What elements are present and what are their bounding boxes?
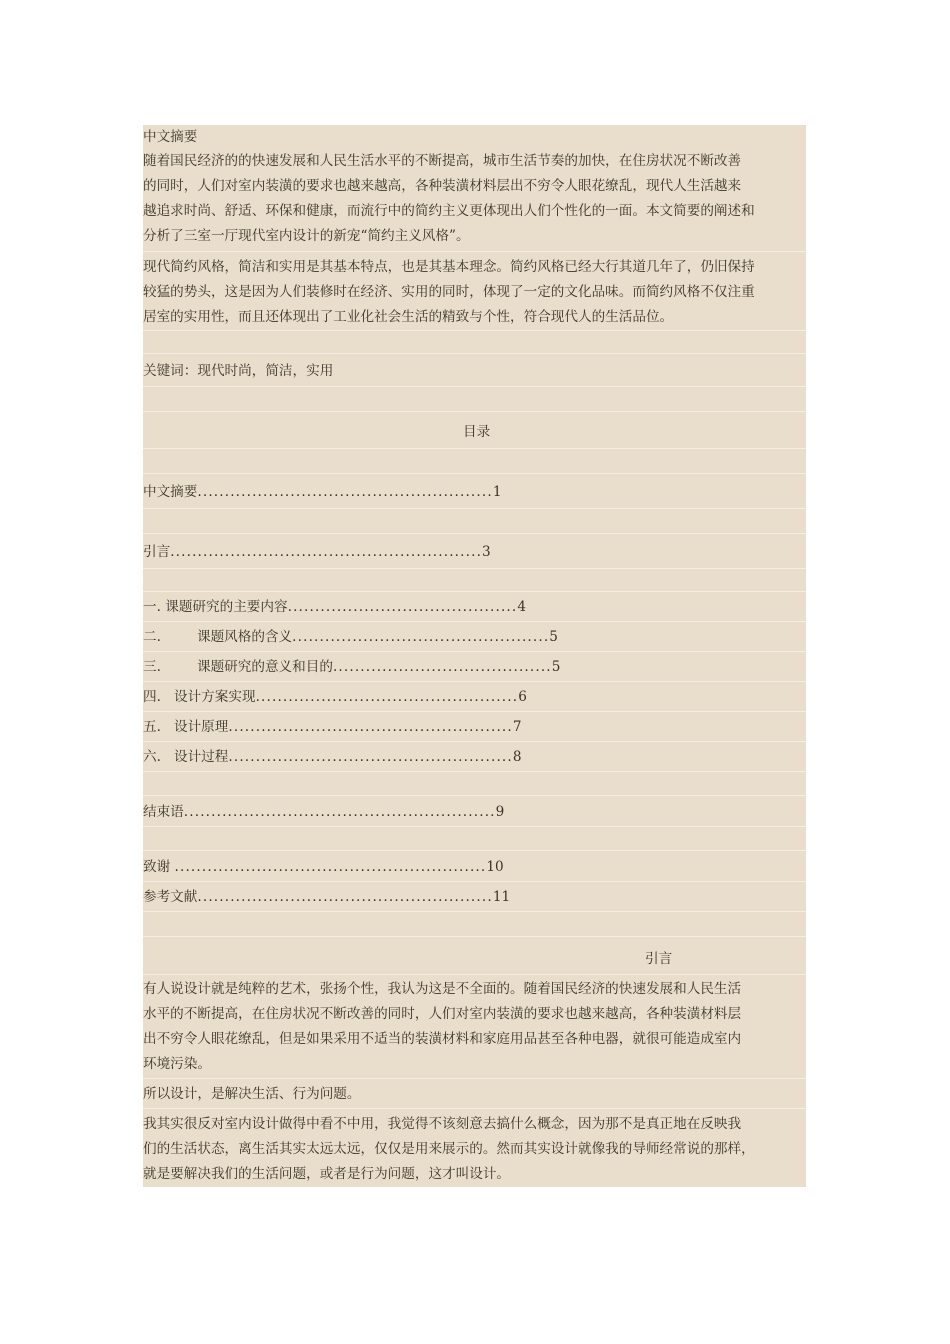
toc-entry[interactable]: [143, 716, 522, 739]
divider: [143, 448, 806, 449]
divider: [143, 591, 806, 592]
toc-page-number: 3: [482, 544, 491, 560]
intro-line: 出不穷令人眼花缭乱，但是如果采用不适当的装潢材料和家庭用品甚至各种电器，就很可能造成室内: [143, 1031, 742, 1047]
toc-page-number: 9: [495, 804, 505, 820]
toc-page-number: 11: [492, 889, 511, 905]
divider: [143, 651, 806, 652]
intro-line: 环境污染。: [143, 1056, 211, 1072]
toc-leader: ......................................................: [197, 484, 493, 500]
divider: [143, 533, 806, 534]
divider: [143, 1078, 806, 1079]
toc-entry-title: 课题研究的意义和目的: [197, 659, 333, 675]
divider: [143, 826, 806, 827]
toc-entry-number: 六.: [143, 749, 161, 765]
divider: [143, 508, 806, 509]
toc-leader: ...............................................: [292, 629, 550, 645]
toc-page-number: 5: [551, 659, 561, 675]
toc-page-number: 1: [492, 484, 502, 500]
toc-leader: .........................................................: [170, 544, 483, 560]
toc-entry[interactable]: [143, 746, 522, 769]
intro-line: 我其实很反对室内设计做得中看不中用，我觉得不该刻意去搞什么概念，因为那不是真正地在反映我: [143, 1116, 742, 1132]
toc-leader: ....................................................: [228, 719, 513, 735]
toc-entry[interactable]: [143, 656, 560, 679]
toc-entry[interactable]: [143, 541, 491, 564]
toc-entry-title: 致谢: [143, 859, 175, 875]
toc-leader: .........................................................: [174, 859, 487, 875]
toc-entry[interactable]: [143, 596, 526, 619]
toc-heading: 目录: [463, 424, 491, 440]
toc-entry[interactable]: [143, 801, 504, 824]
abstract-line: 较猛的势头，这是因为人们装修时在经济、实用的同时，体现了一定的文化品味。而简约风格不仅注重: [143, 284, 755, 300]
divider: [143, 741, 806, 742]
document-page: [143, 125, 806, 1187]
toc-page-number: 4: [517, 599, 527, 615]
abstract-line: 居室的实用性，而且还体现出了工业化社会生活的精致与个性，符合现代人的生活品位。: [143, 309, 674, 325]
divider: [143, 353, 806, 354]
toc-leader: ......................................................: [197, 889, 493, 905]
intro-line: 就是要解决我们的生活问题，或者是行为问题，这才叫设计。: [143, 1166, 511, 1182]
toc-entry-title: 结束语: [143, 804, 184, 820]
keywords: 关键词：现代时尚，简洁，实用: [143, 363, 334, 379]
divider: [143, 711, 806, 712]
toc-page-number: 5: [549, 629, 558, 645]
intro-line: 们的生活状态，离生活其实太远太远，仅仅是用来展示的。然而其实设计就像我的导师经常说的那样，: [143, 1141, 755, 1157]
toc-entry-number: 五.: [143, 719, 161, 735]
toc-page-number: 8: [512, 749, 522, 765]
toc-page-number: 10: [486, 859, 504, 875]
intro-line: 所以设计，是解决生活、行为问题。: [143, 1086, 361, 1102]
toc-leader: ........................................: [332, 659, 552, 675]
intro-line: 有人说设计就是纯粹的艺术，张扬个性，我认为这是不全面的。随着国民经济的快速发展和人民生活: [143, 981, 742, 997]
divider: [143, 881, 806, 882]
intro-heading: 引言: [645, 951, 673, 967]
toc-entry[interactable]: [143, 886, 510, 909]
toc-entry-number: 四.: [143, 689, 161, 705]
toc-entry-title: 设计过程: [174, 749, 229, 765]
divider: [143, 936, 806, 937]
divider: [143, 621, 806, 622]
toc-leader: ..........................................: [287, 599, 518, 615]
toc-leader: .........................................................: [183, 804, 496, 820]
toc-entry[interactable]: [143, 481, 501, 504]
divider: [143, 1108, 806, 1109]
divider: [143, 330, 806, 331]
divider: [143, 473, 806, 474]
toc-entry-title: 课题风格的含义: [197, 629, 293, 645]
toc-leader: ................................................: [255, 689, 519, 705]
abstract-heading: 中文摘要: [143, 129, 198, 145]
divider: [143, 386, 806, 387]
divider: [143, 771, 806, 772]
abstract-line: 分析了三室一厅现代室内设计的新宠“简约主义风格”。: [143, 228, 470, 244]
toc-entry-title: 一. 课题研究的主要内容: [143, 599, 288, 615]
abstract-line: 越追求时尚、舒适、环保和健康，而流行中的简约主义更体现出人们个性化的一面。本文简要的阐述和: [143, 203, 755, 219]
toc-leader: ....................................................: [228, 749, 513, 765]
divider: [143, 795, 806, 796]
divider: [143, 681, 806, 682]
toc-entry-title: 中文摘要: [143, 484, 198, 500]
divider: [143, 974, 806, 975]
toc-entry[interactable]: [143, 626, 558, 649]
divider: [143, 850, 806, 851]
divider: [143, 911, 806, 912]
toc-entry-number: 三.: [143, 659, 161, 675]
abstract-line: 现代简约风格，简洁和实用是其基本特点，也是其基本理念。简约风格已经大行其道几年了，仍旧保持: [143, 259, 755, 275]
intro-line: 水平的不断提高，在住房状况不断改善的同时，人们对室内装潢的要求也越来越高，各种装潢材料层: [143, 1006, 742, 1022]
toc-entry[interactable]: [143, 686, 527, 709]
toc-page-number: 7: [512, 719, 522, 735]
toc-page-number: 6: [518, 689, 527, 705]
toc-entry-title: 引言: [143, 544, 171, 560]
divider: [143, 568, 806, 569]
abstract-line: 的同时，人们对室内装潢的要求也越来越高，各种装潢材料层出不穷令人眼花缭乱，现代人生活越来: [143, 178, 742, 194]
abstract-line: 随着国民经济的的快速发展和人民生活水平的不断提高，城市生活节奏的加快，在住房状况不断改善: [143, 153, 742, 169]
divider: [143, 251, 806, 252]
toc-entry-title: 参考文献: [143, 889, 198, 905]
toc-entry-title: 设计原理: [174, 719, 229, 735]
toc-entry[interactable]: [143, 856, 504, 879]
toc-entry-title: 设计方案实现: [174, 689, 256, 705]
toc-entry-number: 二.: [143, 629, 161, 645]
divider: [143, 411, 806, 412]
